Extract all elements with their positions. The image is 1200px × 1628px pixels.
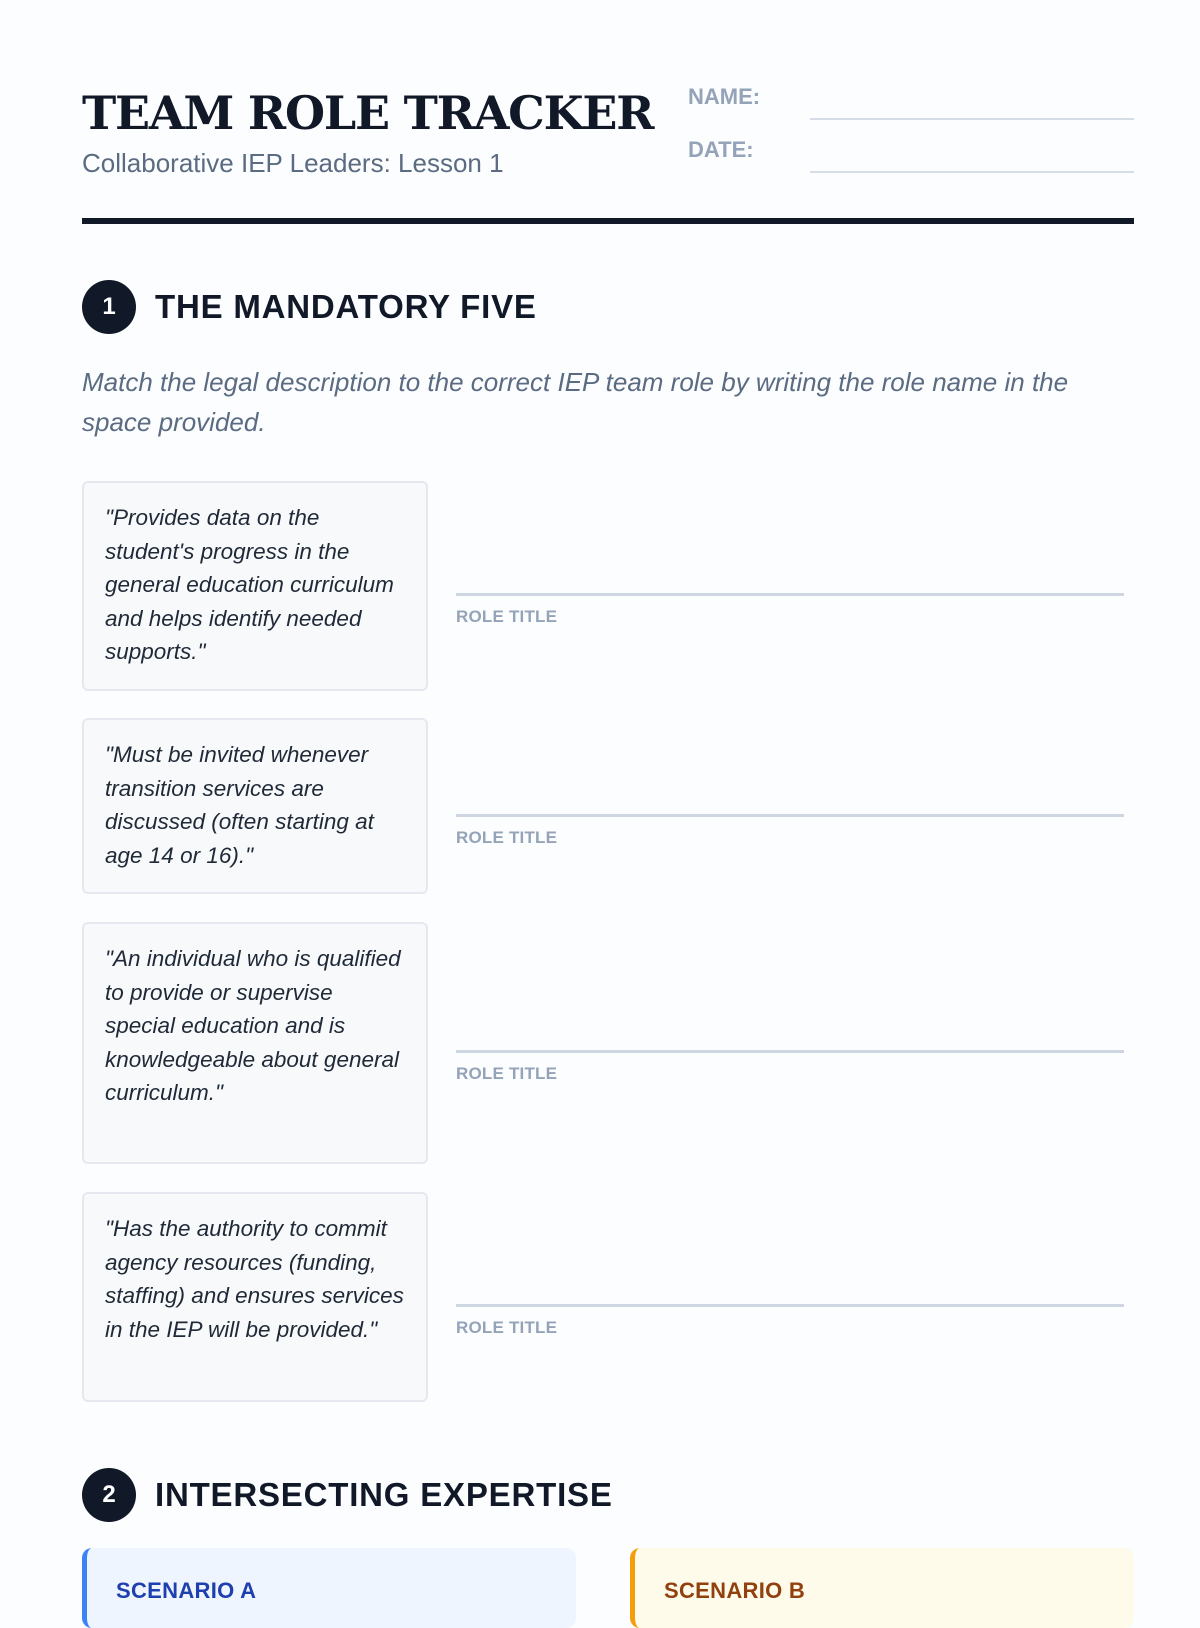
name-label: NAME: [688,84,761,109]
scenario-b-label: SCENARIO B [664,1578,806,1603]
match-item [82,1192,1134,1402]
match-item [82,718,1134,894]
role-answer-line[interactable] [456,814,1124,817]
page-subtitle: Collaborative IEP Leaders: Lesson 1 [82,148,504,178]
date-write-line[interactable] [810,171,1134,173]
scenario-a-card [82,1548,576,1628]
header-divider [82,218,1134,224]
worksheet-header [82,78,1134,228]
match-item [82,481,1134,691]
description-card: "Must be invited whenever transition services are discussed (often starting at age 14 or 16)." [82,718,428,894]
role-title-label: ROLE TITLE [456,1318,558,1337]
worksheet-page [82,0,1134,1603]
scenario-b-card [630,1548,1134,1628]
role-answer-line[interactable] [456,593,1124,596]
role-title-label: ROLE TITLE [456,1064,558,1083]
role-title-label: ROLE TITLE [456,828,558,847]
section-title: THE MANDATORY FIVE [155,288,537,325]
section-title: INTERSECTING EXPERTISE [155,1476,613,1513]
date-label: DATE: [688,137,754,162]
description-card: "Provides data on the student's progress in the general education curriculum and helps identify needed supports." [82,481,428,691]
role-answer-line[interactable] [456,1050,1124,1053]
description-card: "Has the authority to commit agency resources (funding, staffing) and ensures services in the IEP will be provided." [82,1192,428,1402]
section-number-badge: 2 [82,1468,136,1522]
description-card: "An individual who is qualified to provide or supervise special education and is knowledgeable about general curriculum." [82,922,428,1164]
section-number-badge: 1 [82,280,136,334]
page-title: TEAM ROLE TRACKER [82,86,654,140]
name-write-line[interactable] [810,118,1134,120]
section-instructions: Match the legal description to the correct IEP team role by writing the role name in the space provided. [82,367,1069,437]
name-field-row [688,84,1134,124]
match-item [82,922,1134,1164]
section-heading-mandatory-five [82,280,1134,334]
section-heading-intersecting-expertise [82,1468,1134,1522]
role-answer-line[interactable] [456,1304,1124,1307]
date-field-row [688,137,1134,177]
scenario-a-label: SCENARIO A [116,1578,257,1603]
role-title-label: ROLE TITLE [456,607,558,626]
